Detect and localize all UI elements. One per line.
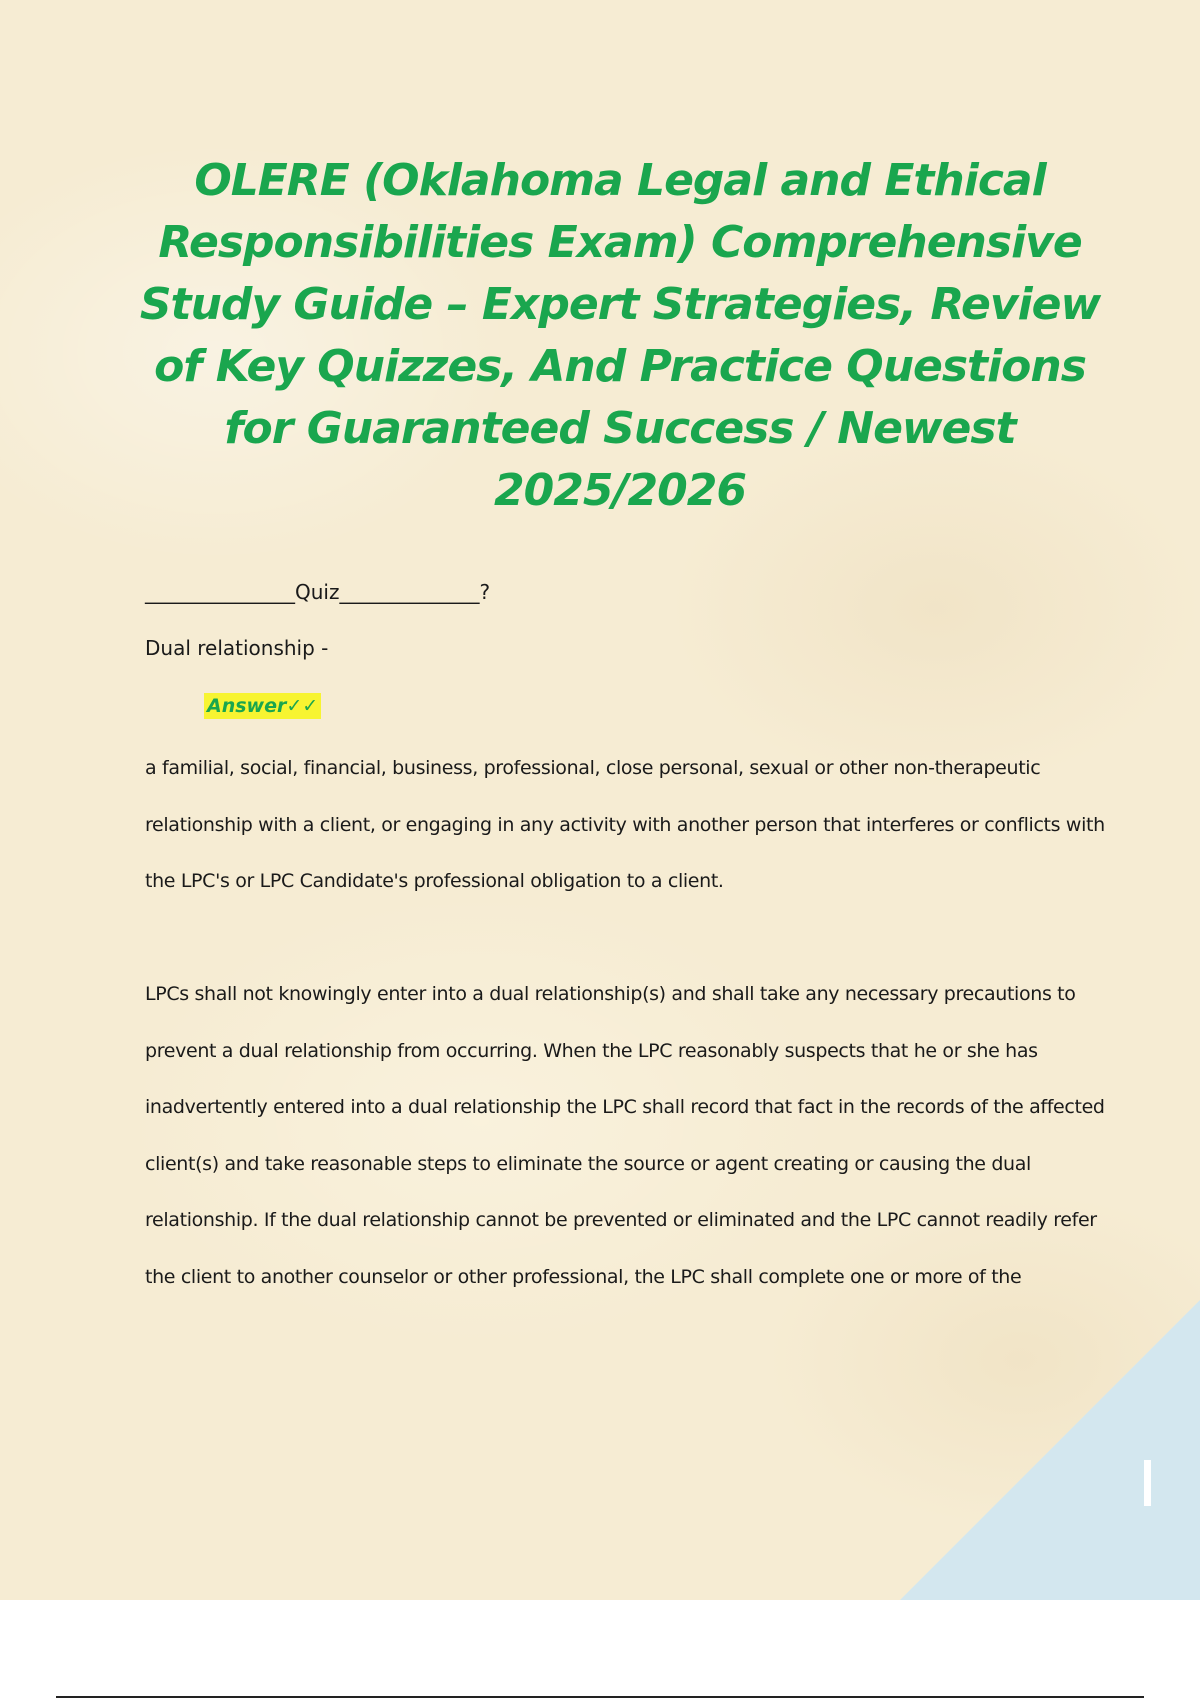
- document-title: OLERE (Oklahoma Legal and Ethical Responsibilities Exam) Comprehensive Study Guide – Expert Strategies, Review of Key Quizzes, And Practice Questions for Guaranteed Success / Newest 2025/2026: [139, 155, 1101, 516]
- quiz-heading: _______________Quiz______________?: [145, 580, 491, 604]
- question-term: Dual relationship -: [145, 636, 329, 660]
- corner-decoration: [900, 1300, 1200, 1600]
- answer-definition: a familial, social, financial, business, professional, close personal, sexual or other non-therapeutic relationship with a client, or engaging in any activity with another person that interferes or conflicts with the LPC's or LPC Candidate's professional obligation to a client.: [145, 757, 1105, 892]
- corner-bar-mark: [1144, 1460, 1151, 1506]
- answer-paragraph: LPCs shall not knowingly enter into a dual relationship(s) and shall take any necessary precautions to prevent a dual relationship from occurring. When the LPC reasonably suspects that he or she has inadvertently entered into a dual relationship the LPC shall record that fact in the records of the affected client(s) and take reasonable steps to eliminate the source or agent creating or causing the dual relationship. If the dual relationship cannot be prevented or eliminated and the LPC cannot readily refer the client to another counselor or other professional, the LPC shall complete one or more of the: [145, 983, 1105, 1288]
- answer-label: Answer✓✓: [204, 693, 321, 719]
- footer-divider: [56, 1696, 1144, 1698]
